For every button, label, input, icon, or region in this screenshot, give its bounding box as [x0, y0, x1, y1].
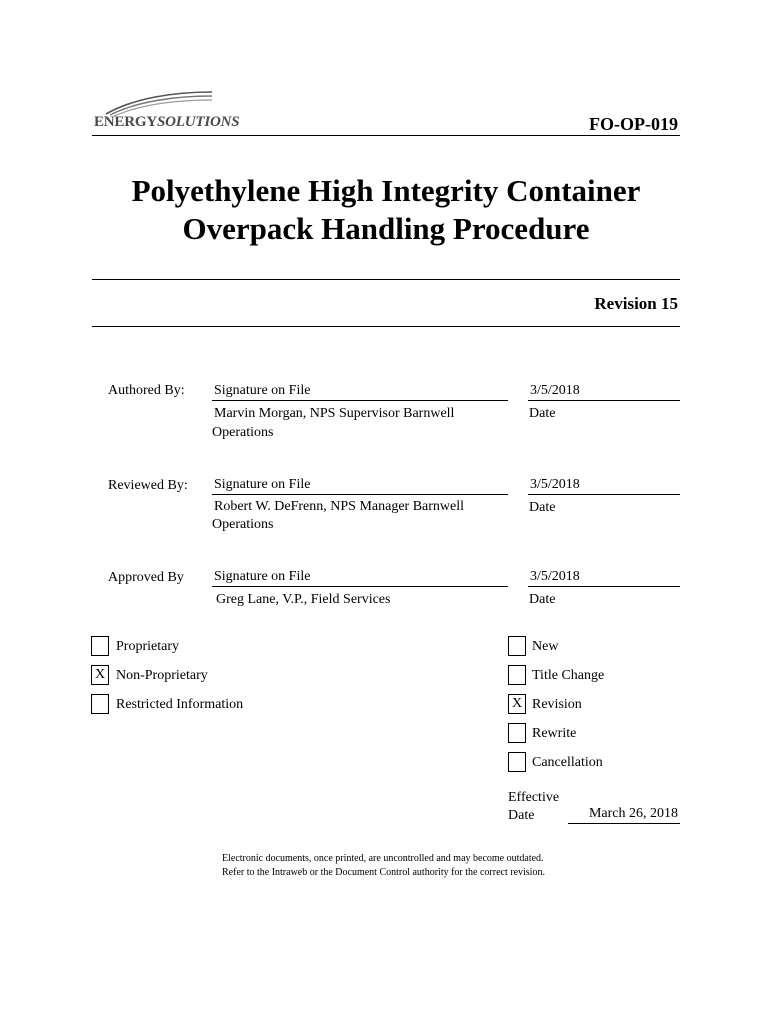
- title-line-1: Polyethylene High Integrity Container: [131, 173, 641, 208]
- restricted-information-checkbox[interactable]: [91, 694, 109, 714]
- reviewed-signature: Signature on File: [212, 476, 508, 495]
- logo-wordmark: [94, 114, 239, 131]
- title-change-label: Title Change: [532, 668, 605, 683]
- authored-by-label: Authored By:: [108, 383, 185, 398]
- proprietary-label: Proprietary: [116, 639, 179, 654]
- approved-signature: Signature on File: [212, 568, 508, 587]
- new-checkbox[interactable]: [508, 636, 526, 656]
- title-change-checkbox[interactable]: [508, 665, 526, 685]
- reviewed-date-label: Date: [529, 500, 556, 515]
- title-rule-top: [92, 279, 680, 280]
- proprietary-checkbox[interactable]: [91, 636, 109, 656]
- non-proprietary-checkbox[interactable]: X: [91, 665, 109, 685]
- header-rule: [92, 135, 680, 136]
- revision-number: Revision 15: [594, 294, 678, 313]
- title-line-2: Overpack Handling Procedure: [182, 211, 590, 246]
- restricted-information-label: Restricted Information: [116, 697, 244, 712]
- rewrite-checkbox[interactable]: [508, 723, 526, 743]
- new-label: New: [532, 639, 559, 654]
- cancellation-label: Cancellation: [532, 755, 603, 770]
- authored-name-line2: Operations: [212, 425, 274, 440]
- reviewed-date: 3/5/2018: [528, 476, 680, 495]
- title-rule-bottom: [92, 326, 680, 327]
- effective-date-value: March 26, 2018: [568, 805, 680, 824]
- authored-name-line1: Marvin Morgan, NPS Supervisor Barnwell: [214, 406, 455, 421]
- authored-date-label: Date: [529, 406, 556, 421]
- energysolutions-logo: [94, 88, 244, 134]
- approved-name-line1: Greg Lane, V.P., Field Services: [216, 592, 391, 607]
- revision-checkbox[interactable]: X: [508, 694, 526, 714]
- authored-date: 3/5/2018: [528, 382, 680, 401]
- approved-date-label: Date: [529, 592, 556, 607]
- uncontrolled-copy-notice: [222, 852, 545, 880]
- logo-swoosh-icon: [104, 88, 214, 116]
- notice-line-1: Electronic documents, once printed, are uncontrolled and may become outdated.: [222, 853, 544, 864]
- reviewed-name-line1: Robert W. DeFrenn, NPS Manager Barnwell: [214, 499, 465, 514]
- revision-label: Revision: [532, 697, 582, 712]
- effective-label: Effective: [508, 790, 560, 805]
- logo-wordmark-energy: ENERGY: [94, 114, 157, 130]
- reviewed-by-label: Reviewed By:: [108, 478, 188, 493]
- approved-date: 3/5/2018: [528, 568, 680, 587]
- notice-line-2: Refer to the Intraweb or the Document Control authority for the correct revision.: [222, 867, 545, 878]
- document-title: [92, 172, 680, 248]
- effective-date-label: Date: [508, 808, 535, 823]
- non-proprietary-label: Non-Proprietary: [116, 668, 208, 683]
- authored-signature: Signature on File: [212, 382, 508, 401]
- cancellation-checkbox[interactable]: [508, 752, 526, 772]
- document-number: FO-OP-019: [589, 114, 678, 134]
- rewrite-label: Rewrite: [532, 726, 577, 741]
- approved-by-label: Approved By: [108, 570, 184, 585]
- logo-wordmark-solutions: SOLUTIONS: [156, 114, 240, 130]
- reviewed-name-line2: Operations: [212, 517, 274, 532]
